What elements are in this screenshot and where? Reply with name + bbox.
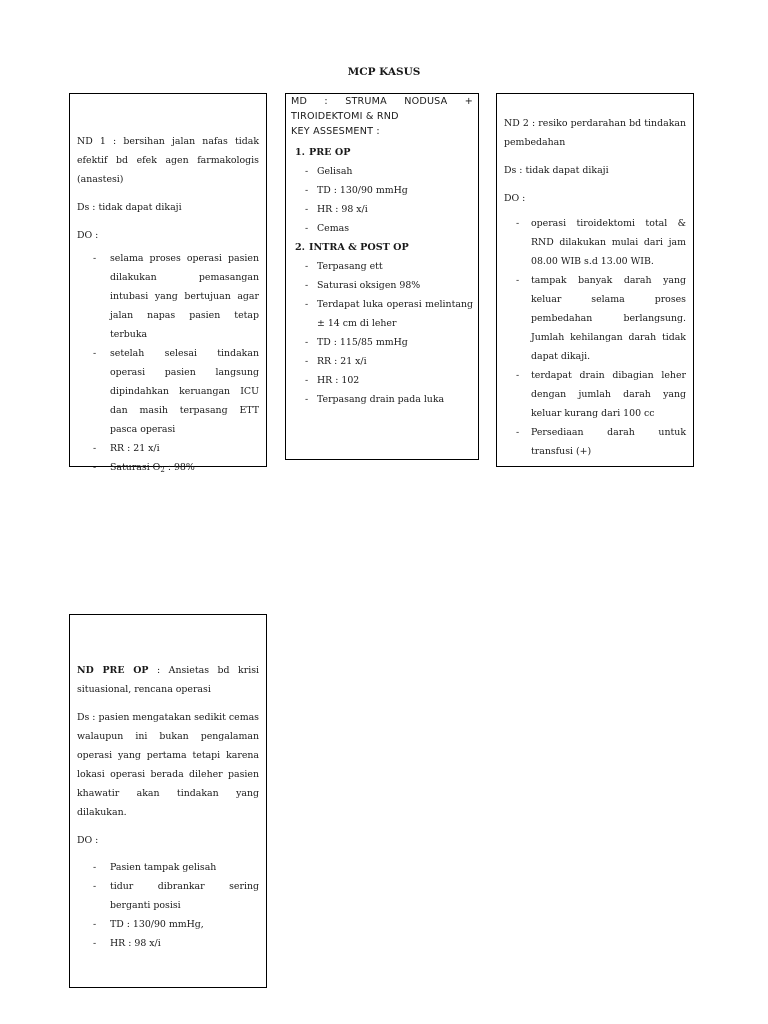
- nd1-box: [69, 93, 267, 474]
- list-item: - Gelisah: [305, 166, 353, 177]
- list-item: - RR : 21 x/i: [305, 356, 367, 367]
- list-item: - TD : 130/90 mmHg: [305, 185, 408, 196]
- nd2-box: [496, 93, 694, 467]
- md-pre-op-list: [291, 162, 473, 238]
- md-header: [291, 94, 473, 139]
- nd1-ds: Ds : tidak dapat dikaji: [77, 202, 182, 213]
- list-item: - RR : 21 x/i: [93, 443, 160, 454]
- list-item: - Persediaan darah untuk transfusi (+): [516, 427, 686, 457]
- md-intra-post-op-list: [291, 257, 473, 409]
- list-item: - Terdapat luka operasi melintang ± 14 cm di leher: [305, 299, 473, 329]
- nd1-do-list: [77, 249, 259, 480]
- md-section-intra-post-op: 2. INTRA & POST OP: [295, 242, 409, 253]
- list-item: - tampak banyak darah yang keluar selama proses pembedahan berlangsung. Jumlah kehilangan darah tidak dapat dikaji.: [516, 275, 686, 362]
- md-line-2: TIROIDEKTOMI & RND: [291, 111, 399, 122]
- nd2-ds: Ds : tidak dapat dikaji: [504, 165, 609, 176]
- list-item: - TD : 115/85 mmHg: [305, 337, 408, 348]
- page-title: MCP KASUS: [347, 66, 421, 78]
- nd2-do-list: [504, 214, 686, 461]
- list-item: - setelah selesai tindakan operasi pasien langsung dipindahkan keruangan ICU dan masih terpasang ETT pasca operasi: [93, 348, 259, 435]
- nd-pre-op-do-list: [77, 858, 259, 953]
- nd-pre-op-do-label: DO :: [77, 835, 99, 846]
- list-item: - Terpasang drain pada luka: [305, 394, 445, 405]
- list-item: - HR : 98 x/i: [93, 938, 161, 949]
- nd-pre-op-ds: Ds : pasien mengatakan sedikit cemas walaupun ini bukan pengalaman operasi yang pertama tetapi karena lokasi operasi berada dileher pasien khawatir akan tindakan yang dilakukan.: [77, 712, 259, 818]
- list-item: - Terpasang ett: [305, 261, 383, 272]
- list-item: - HR : 102: [305, 375, 360, 386]
- nd-pre-op-box: [69, 614, 267, 988]
- list-item: - Cemas: [305, 223, 350, 234]
- list-item: - selama proses operasi pasien dilakukan pemasangan intubasi yang bertujuan agar jalan napas pasien tetap terbuka: [93, 253, 259, 340]
- nd1-diagnosis: ND 1 : bersihan jalan nafas tidak efektif bd efek agen farmakologis (anastesi): [77, 136, 259, 185]
- list-item: - Pasien tampak gelisah: [93, 862, 217, 873]
- list-item: - terdapat drain dibagian leher dengan jumlah darah yang keluar kurang dari 100 cc: [516, 370, 686, 419]
- nd2-diagnosis: ND 2 : resiko perdarahan bd tindakan pembedahan: [504, 118, 686, 148]
- list-item: - Saturasi $O_2$ : 98%: [93, 462, 195, 474]
- list-item: - Saturasi oksigen 98%: [305, 280, 421, 291]
- md-box: [285, 93, 479, 460]
- md-line-1: MD : STRUMA NODUSA +: [291, 96, 473, 107]
- list-item: - HR : 98 x/i: [305, 204, 368, 215]
- nd1-do-label: DO :: [77, 230, 99, 241]
- md-line-3: KEY ASSESMENT :: [291, 126, 380, 137]
- nd-pre-op-diagnosis: ND PRE OP : Ansietas bd krisi situasional, rencana operasi: [77, 665, 259, 695]
- list-item: - TD : 130/90 mmHg,: [93, 919, 204, 930]
- list-item: - tidur dibrankar sering berganti posisi: [93, 881, 259, 911]
- md-section-pre-op: 1. PRE OP: [295, 147, 351, 158]
- nd2-do-label: DO :: [504, 193, 526, 204]
- list-item: - operasi tiroidektomi total & RND dilakukan mulai dari jam 08.00 WIB s.d 13.00 WIB.: [516, 218, 686, 267]
